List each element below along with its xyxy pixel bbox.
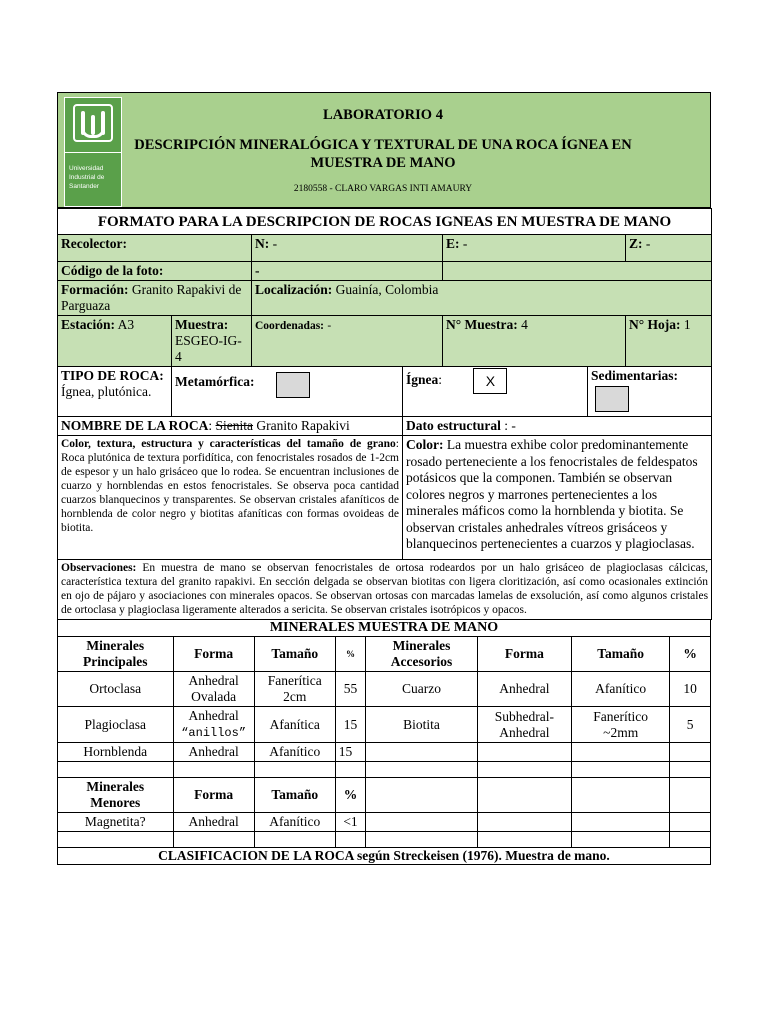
logo-text: Universidad Industrial de Santander [69, 165, 105, 190]
cell-empty[interactable] [366, 778, 478, 813]
cell-empty[interactable] [572, 813, 670, 832]
uis-logo [64, 97, 122, 207]
lab-sheet [57, 92, 711, 865]
muestra-cell[interactable]: Muestra: ESGEO-IG-4 [172, 316, 252, 367]
cell-empty[interactable] [366, 813, 478, 832]
cell-acc-forma[interactable]: Anhedral [477, 672, 571, 707]
coordenadas-cell[interactable]: Coordenadas: - [252, 316, 443, 367]
cell-empty[interactable] [366, 762, 478, 778]
sedimentarias-checkbox[interactable] [595, 386, 629, 412]
cell-empty[interactable] [477, 743, 571, 762]
nmuestra-cell[interactable]: N° Muestra: 4 [443, 316, 626, 367]
minerals-title: MINERALES MUESTRA DE MANO [58, 620, 711, 637]
nhoja-cell[interactable]: N° Hoja: 1 [626, 316, 712, 367]
cell-empty[interactable] [58, 832, 174, 848]
cell-forma[interactable]: Anhedral “anillos” [173, 707, 254, 743]
dato-estructural-cell[interactable]: Dato estructural : - [403, 417, 712, 436]
codigo-value[interactable]: - [252, 262, 443, 281]
tipo-roca-cell: TIPO DE ROCA: Ígnea, plutónica. [58, 367, 172, 417]
minerals-table [57, 619, 711, 865]
header-forma-menores: Forma [173, 778, 254, 813]
cell-empty[interactable] [477, 832, 571, 848]
cell-percent[interactable]: 15 [335, 707, 365, 743]
cell-acc-percent[interactable]: 10 [670, 672, 711, 707]
header-percent-acc: % [670, 637, 711, 672]
estacion-cell[interactable]: Estación: A3 [58, 316, 172, 367]
z-cell[interactable]: Z: - [626, 235, 712, 262]
cell-empty[interactable] [477, 813, 571, 832]
cell-empty[interactable] [254, 832, 335, 848]
header-forma-acc: Forma [477, 637, 571, 672]
cell-empty[interactable] [670, 762, 711, 778]
cell-acc-mineral[interactable]: Biotita [366, 707, 478, 743]
codigo-cell[interactable]: Código de la foto: [58, 262, 252, 281]
table-row [58, 832, 711, 848]
table-row [58, 743, 711, 762]
localizacion-cell[interactable]: Localización: Guainía, Colombia [252, 281, 712, 316]
header-percent-menores: % [335, 778, 365, 813]
cell-forma[interactable]: Anhedral [173, 743, 254, 762]
cell-empty[interactable] [670, 743, 711, 762]
e-cell[interactable]: E: - [443, 235, 626, 262]
table-row [58, 707, 711, 743]
cell-forma[interactable]: Anhedral Ovalada [173, 672, 254, 707]
cell-tamano[interactable]: Afanítico [254, 743, 335, 762]
header-tamano-menores: Tamaño [254, 778, 335, 813]
cell-empty[interactable] [366, 743, 478, 762]
cell-tamano[interactable]: Afanítica [254, 707, 335, 743]
description-right[interactable]: Color: La muestra exhibe color predominantemente rosado perteneciente a los fenocristales de feldespatos potásicos que la componen. También se observan colores negros y marrones pertenecientes a los minerales máficos como la hornblenda y biotita. Se observan cristales anhedrales vítreos grisáceos y blanquecinos pertenecientes a cuarzos y plagioclasas. [403, 436, 712, 560]
description-left[interactable]: Color, textura, estructura y características del tamaño de grano: Roca plutónica de textura porfidítica, con fenocristales rosados de 1-2cm de espesor y un halo grisáceo que lo rodea. Se encuentran inclusiones de cuarzo y hornblendas en estos fenocristales. Se observa poca cantidad cuarzos blanquecinos y transparentes. Se observan cristales afaníticos de hornblenda de color negro y biotitas afaníticas con formas ovoideas de biotita. [58, 436, 403, 560]
observaciones-cell[interactable]: Observaciones: En muestra de mano se observan fenocristales de ortosa rodeardos por un halo grisáceo de plagioclasas cálcicas, característica textura del granito rapakivi. En sección delgada se observan biotitas con ligera cloritización, así como ocasionales extinción en ojo de pájaro y asociaciones con minerales opacos. Se observan ortosas con marcadas lamelas de exsolución, así como algunos cristales de ortoclasa y plagioclasa ligeramente alterados a sericita. Se observan cristales isotrópicos y opacos. [58, 560, 712, 620]
cell-empty[interactable] [254, 762, 335, 778]
cell-acc-forma[interactable]: Subhedral-Anhedral [477, 707, 571, 743]
cell-empty[interactable] [572, 778, 670, 813]
cell-mineral-menor[interactable]: Magnetita? [58, 813, 174, 832]
header-tamano-acc: Tamaño [572, 637, 670, 672]
ignea-cell: Ígnea: X [403, 367, 588, 417]
header-forma: Forma [173, 637, 254, 672]
header-percent: % [335, 637, 365, 672]
cell-empty[interactable] [572, 762, 670, 778]
lab-number: LABORATORIO 4 [323, 107, 443, 123]
cell-percent[interactable]: 55 [335, 672, 365, 707]
cell-empty[interactable] [670, 778, 711, 813]
cell-tamano-menor[interactable]: Afanítico [254, 813, 335, 832]
page-title: DESCRIPCIÓN MINERALÓGICA Y TEXTURAL DE UNA ROCA ÍGNEA EN MUESTRA DE MANO [134, 137, 632, 171]
cell-empty[interactable] [670, 813, 711, 832]
cell-empty[interactable] [173, 762, 254, 778]
cell-mineral[interactable]: Plagioclasa [58, 707, 174, 743]
cell-forma-menor[interactable]: Anhedral [173, 813, 254, 832]
clasificacion-title: CLASIFICACION DE LA ROCA según Streckeisen (1976). Muestra de mano. [58, 848, 711, 865]
uis-logo-icon [73, 104, 113, 142]
header-minerales-principales: Minerales Principales [58, 637, 174, 672]
ignea-checkbox[interactable]: X [473, 368, 507, 394]
cell-empty[interactable] [335, 832, 365, 848]
codigo-empty [443, 262, 712, 281]
cell-empty[interactable] [670, 832, 711, 848]
sheet-header [57, 92, 711, 208]
nombre-roca-cell[interactable]: NOMBRE DE LA ROCA: Sienita Granito Rapakivi [58, 417, 403, 436]
table-row [58, 672, 711, 707]
formacion-cell[interactable]: Formación: Granito Rapakivi de Parguaza [58, 281, 252, 316]
cell-empty[interactable] [335, 762, 365, 778]
cell-empty[interactable] [477, 762, 571, 778]
table-row [58, 762, 711, 778]
cell-mineral[interactable]: Ortoclasa [58, 672, 174, 707]
metamorfica-cell: Metamórfica: [172, 367, 403, 417]
cell-empty[interactable] [477, 778, 571, 813]
cell-acc-tamano[interactable]: Fanerítico ~2mm [572, 707, 670, 743]
recolector-cell[interactable]: Recolector: [58, 235, 252, 262]
cell-acc-tamano[interactable]: Afanítico [572, 672, 670, 707]
cell-empty[interactable] [366, 832, 478, 848]
metamorfica-checkbox[interactable] [276, 372, 310, 398]
header-minerales-accesorios: Minerales Accesorios [366, 637, 478, 672]
header-minerales-menores: Minerales Menores [58, 778, 174, 813]
cell-empty[interactable] [173, 832, 254, 848]
form-table [57, 208, 712, 620]
cell-empty[interactable] [572, 743, 670, 762]
cell-acc-percent[interactable]: 5 [670, 707, 711, 743]
cell-empty[interactable] [58, 762, 174, 778]
cell-percent[interactable]: 15 [335, 743, 365, 762]
n-cell[interactable]: N: - [252, 235, 443, 262]
cell-tamano[interactable]: Fanerítica 2cm [254, 672, 335, 707]
sedimentarias-cell: Sedimentarias: [588, 367, 712, 417]
author-line: 2180558 - CLARO VARGAS INTI AMAURY [293, 184, 473, 194]
cell-acc-mineral[interactable]: Cuarzo [366, 672, 478, 707]
cell-mineral[interactable]: Hornblenda [58, 743, 174, 762]
form-title: FORMATO PARA LA DESCRIPCION DE ROCAS IGNEAS EN MUESTRA DE MANO [58, 209, 712, 235]
cell-percent-menor[interactable]: <1 [335, 813, 365, 832]
header-tamano: Tamaño [254, 637, 335, 672]
cell-empty[interactable] [572, 832, 670, 848]
table-row [58, 813, 711, 832]
